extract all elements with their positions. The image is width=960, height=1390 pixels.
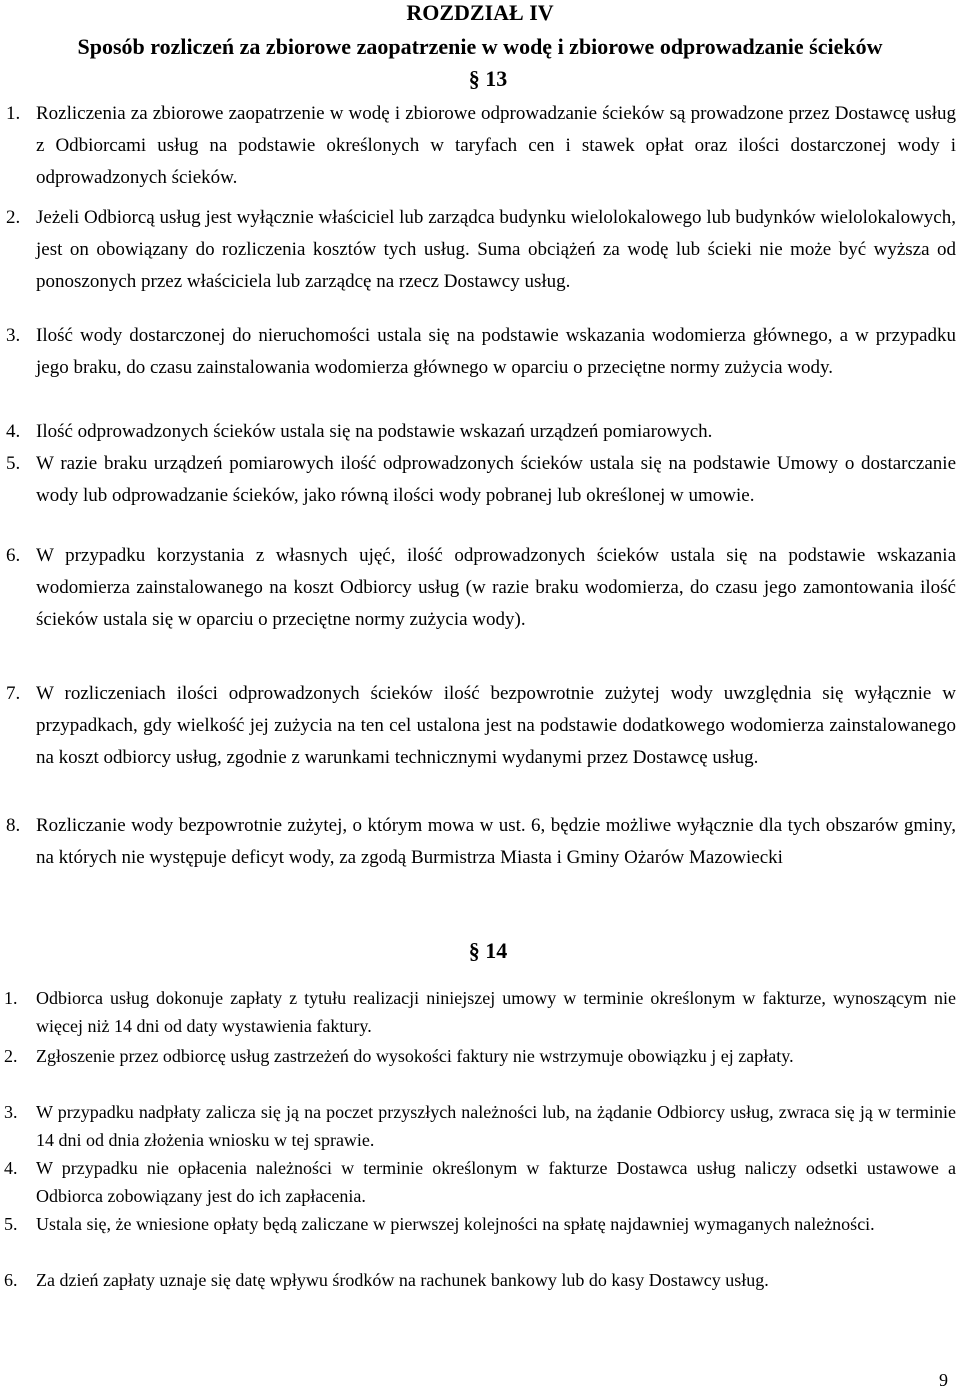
item-text: W przypadku nie opłacenia należności w terminie określonym w fakturze Dostawca usług naliczy odsetki ustawowe a Odbiorca zobowiązany jest do ich zapłacenia. xyxy=(36,1158,956,1206)
item-number: 8. xyxy=(6,815,21,836)
item-text: Rozliczenia za zbiorowe zaopatrzenie w wodę i zbiorowe odprowadzanie ścieków są prowadzone przez Dostawcę usług z Odbiorcami usług na podstawie określonych w taryfach cen i stawek opłat oraz ilości dostarczonej wody i odprowadzonych ścieków. xyxy=(36,103,956,188)
item-number: 4. xyxy=(6,421,21,442)
item-number: 5. xyxy=(4,1214,18,1234)
chapter-subtitle: Sposób rozliczeń za zbiorowe zaopatrzenie w wodę i zbiorowe odprowadzanie ścieków xyxy=(77,34,883,59)
item-text: W razie braku urządzeń pomiarowych ilość odprowadzonych ścieków ustala się na podstawie Umowy o dostarczanie wody lub odprowadzanie ścieków, jako równą ilości wody pobranej lub określonej w umowie. xyxy=(36,453,956,506)
chapter-title: ROZDZIAŁ IV xyxy=(406,0,554,25)
item-number: 6. xyxy=(4,1270,18,1290)
item-text: W przypadku korzystania z własnych ujęć, ilość odprowadzonych ścieków ustala się na podstawie wskazania wodomierza zainstalowanego na koszt Odbiorcy usług (w razie braku wodomierza, do czasu jego zamontowania ilość ścieków ustala się w oparciu o przeciętne normy zużycia wody). xyxy=(36,545,956,630)
item-number: 3. xyxy=(4,1102,18,1122)
item-text: Rozliczanie wody bezpowrotnie zużytej, o którym mowa w ust. 6, będzie możliwe wyłącznie dla tych obszarów gminy, na których nie występuje deficyt wody, za zgodą Burmistrza Miasta i Gminy Ożarów Mazowiecki xyxy=(36,815,956,868)
item-text: Odbiorca usług dokonuje zapłaty z tytułu realizacji niniejszej umowy w terminie określonym w fakturze, wynoszącym nie więcej niż 14 dni od daty wystawienia faktury. xyxy=(36,988,956,1036)
page-number: 9 xyxy=(939,1370,948,1390)
item-text: W przypadku nadpłaty zalicza się ją na poczet przyszłych należności lub, na żądanie Odbiorcy usług, zwraca się ją w terminie 14 dni od dnia złożenia wniosku w tej sprawie. xyxy=(36,1102,956,1150)
item-text: Ilość odprowadzonych ścieków ustala się na podstawie wskazań urządzeń pomiarowych. xyxy=(36,421,713,442)
item-number: 2. xyxy=(4,1046,18,1066)
section-13-heading: § 13 xyxy=(468,66,508,91)
item-text: Zgłoszenie przez odbiorcę usług zastrzeżeń do wysokości faktury nie wstrzymuje obowiązku j ej zapłaty. xyxy=(36,1046,794,1066)
item-number: 2. xyxy=(6,207,21,228)
item-number: 7. xyxy=(6,683,21,704)
item-text: Za dzień zapłaty uznaje się datę wpływu środków na rachunek bankowy lub do kasy Dostawcy usług. xyxy=(36,1270,769,1290)
section-14-heading: § 14 xyxy=(468,938,508,963)
item-text: Ilość wody dostarczonej do nieruchomości ustala się na podstawie wskazania wodomierza głównego, a w przypadku jego braku, do czasu zainstalowania wodomierza głównego w oparciu o przeciętne normy zużycia wody. xyxy=(36,325,956,378)
item-number: 1. xyxy=(4,988,18,1008)
item-text: Jeżeli Odbiorcą usług jest wyłącznie właściciel lub zarządca budynku wielolokalowego lub budynków wielolokalowych, jest on obowiązany do rozliczenia kosztów tych usług. Suma obciążeń za wodę lub ścieki nie może być wyższa od ponoszonych przez właściciela lub zarządcę na rzecz Dostawcy usług. xyxy=(36,207,956,292)
item-number: 5. xyxy=(6,453,21,474)
item-number: 1. xyxy=(6,103,21,124)
item-text: W rozliczeniach ilości odprowadzonych ścieków ilość bezpowrotnie zużytej wody uwzględnia się wyłącznie w przypadkach, gdy wielkość jej zużycia na ten cel ustalona jest na podstawie dodatkowego wodomierza zainstalowanego na koszt odbiorcy usług, zgodnie z warunkami technicznymi wydanymi przez Dostawcę usług. xyxy=(36,683,956,768)
item-number: 3. xyxy=(6,325,21,346)
item-text: Ustala się, że wniesione opłaty będą zaliczane w pierwszej kolejności na spłatę najdawniej wymaganych należności. xyxy=(36,1214,875,1234)
item-number: 4. xyxy=(4,1158,18,1178)
item-number: 6. xyxy=(6,545,21,566)
